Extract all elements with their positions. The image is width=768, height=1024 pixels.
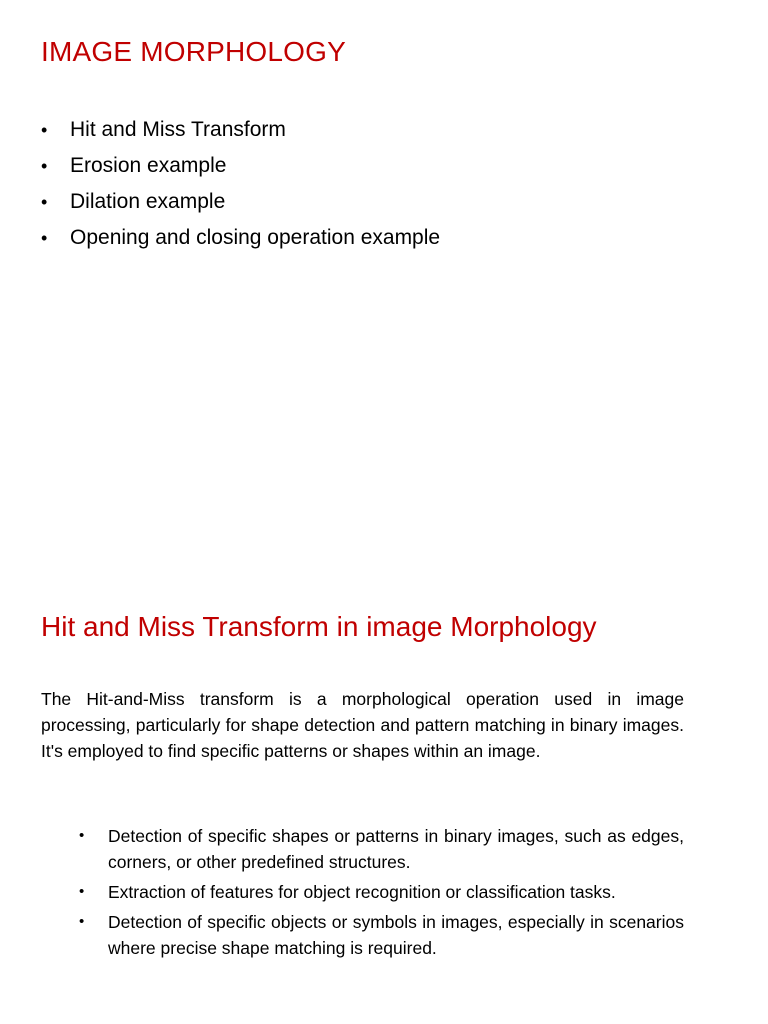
list-item [79, 909, 684, 961]
bullet-icon: • [41, 120, 48, 140]
intro-paragraph: The Hit-and-Miss transform is a morphological operation used in image processing, particularly for shape detection and pattern matching in binary images. It's employed to find specific patterns or shapes within an image. [41, 689, 684, 761]
list-item-text: Opening and closing operation example [70, 226, 441, 249]
list-item-text: Dilation example [70, 190, 226, 213]
topic-list [41, 112, 440, 256]
list-item [41, 184, 440, 220]
list-item [41, 220, 440, 256]
list-item-text: Hit and Miss Transform [70, 118, 286, 141]
list-item-text: Extraction of features for object recognition or classification tasks. [108, 882, 616, 902]
bullet-icon: • [79, 827, 85, 844]
list-item [79, 823, 684, 875]
bullet-icon: • [41, 192, 48, 212]
list-item-text: Detection of specific objects or symbols in images, especially in scenarios where precise shape matching is required. [108, 912, 684, 958]
slide-title: Hit and Miss Transform in image Morphology [41, 611, 597, 642]
list-item [79, 879, 684, 905]
application-list [79, 823, 684, 965]
bullet-icon: • [79, 913, 85, 930]
list-item [41, 112, 440, 148]
bullet-icon: • [41, 156, 48, 176]
slide-title: IMAGE MORPHOLOGY [41, 36, 347, 67]
list-item [41, 148, 440, 184]
bullet-icon: • [41, 228, 48, 248]
slide-hit-and-miss [0, 576, 768, 1024]
list-item-text: Erosion example [70, 154, 227, 177]
bullet-icon: • [79, 883, 85, 900]
list-item-text: Detection of specific shapes or patterns in binary images, such as edges, corners, or other predefined structures. [108, 826, 684, 872]
